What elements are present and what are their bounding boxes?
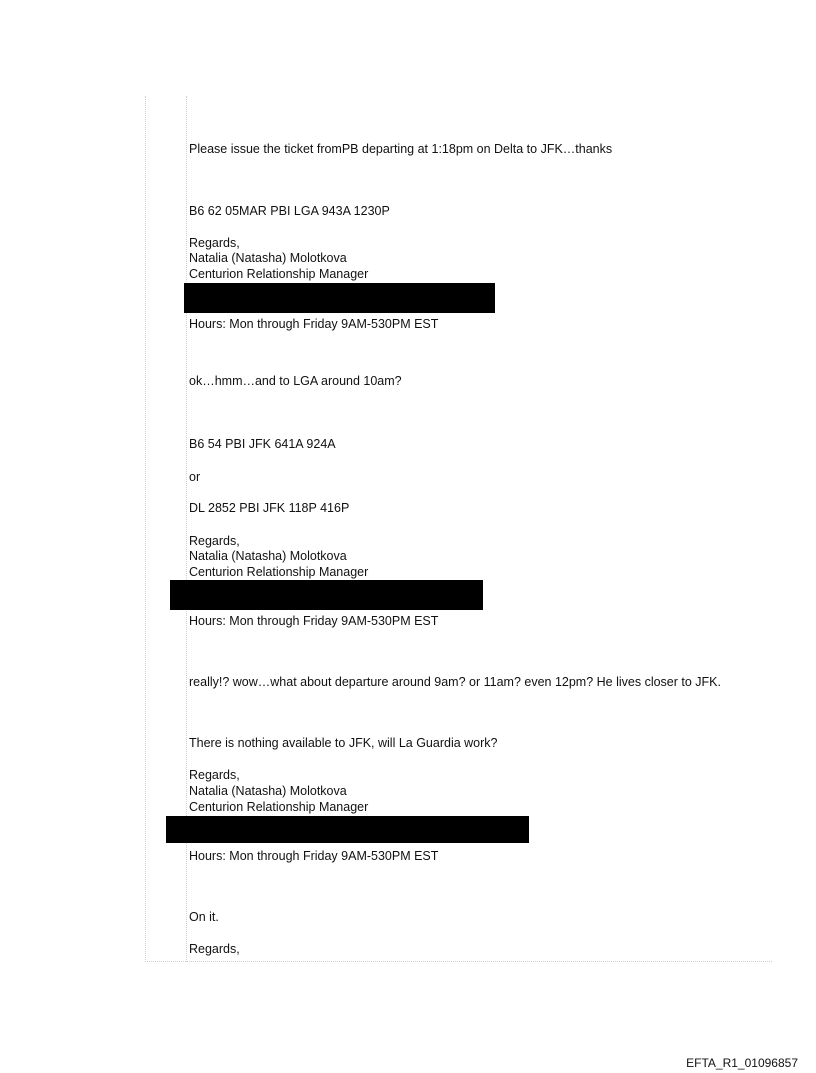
signature-name: Natalia (Natasha) Molotkova <box>189 251 347 265</box>
signature-hours: Hours: Mon through Friday 9AM-530PM EST <box>189 849 439 863</box>
message-text: There is nothing available to JFK, will La Guardia work? <box>189 736 498 750</box>
message-text: really!? wow…what about departure around 9am? or 11am? even 12pm? He lives closer to JFK. <box>189 675 721 689</box>
flight-line: B6 54 PBI JFK 641A 924A <box>189 437 336 451</box>
signature-regards: Regards, <box>189 768 240 782</box>
redaction-block <box>170 580 483 610</box>
bottom-border <box>145 961 772 962</box>
redaction-block <box>184 283 495 313</box>
flight-line: DL 2852 PBI JFK 118P 416P <box>189 501 350 515</box>
or-text: or <box>189 470 201 484</box>
signature-title: Centurion Relationship Manager <box>189 565 369 579</box>
signature-hours: Hours: Mon through Friday 9AM-530PM EST <box>189 317 439 331</box>
redaction-block <box>166 816 529 843</box>
message-text: Please issue the ticket fromPB departing at 1:18pm on Delta to JFK…thanks <box>189 142 613 156</box>
message-text: On it. <box>189 910 219 924</box>
signature-regards: Regards, <box>189 942 240 956</box>
signature-name: Natalia (Natasha) Molotkova <box>189 784 347 798</box>
signature-hours: Hours: Mon through Friday 9AM-530PM EST <box>189 614 439 628</box>
flight-line: B6 62 05MAR PBI LGA 943A 1230P <box>189 204 390 218</box>
left-border <box>145 96 146 962</box>
message-text: ok…hmm…and to LGA around 10am? <box>189 374 402 388</box>
signature-title: Centurion Relationship Manager <box>189 267 369 281</box>
signature-regards: Regards, <box>189 236 240 250</box>
signature-title: Centurion Relationship Manager <box>189 800 369 814</box>
signature-name: Natalia (Natasha) Molotkova <box>189 549 347 563</box>
signature-regards: Regards, <box>189 534 240 548</box>
document-id: EFTA_R1_01096857 <box>686 1056 798 1070</box>
